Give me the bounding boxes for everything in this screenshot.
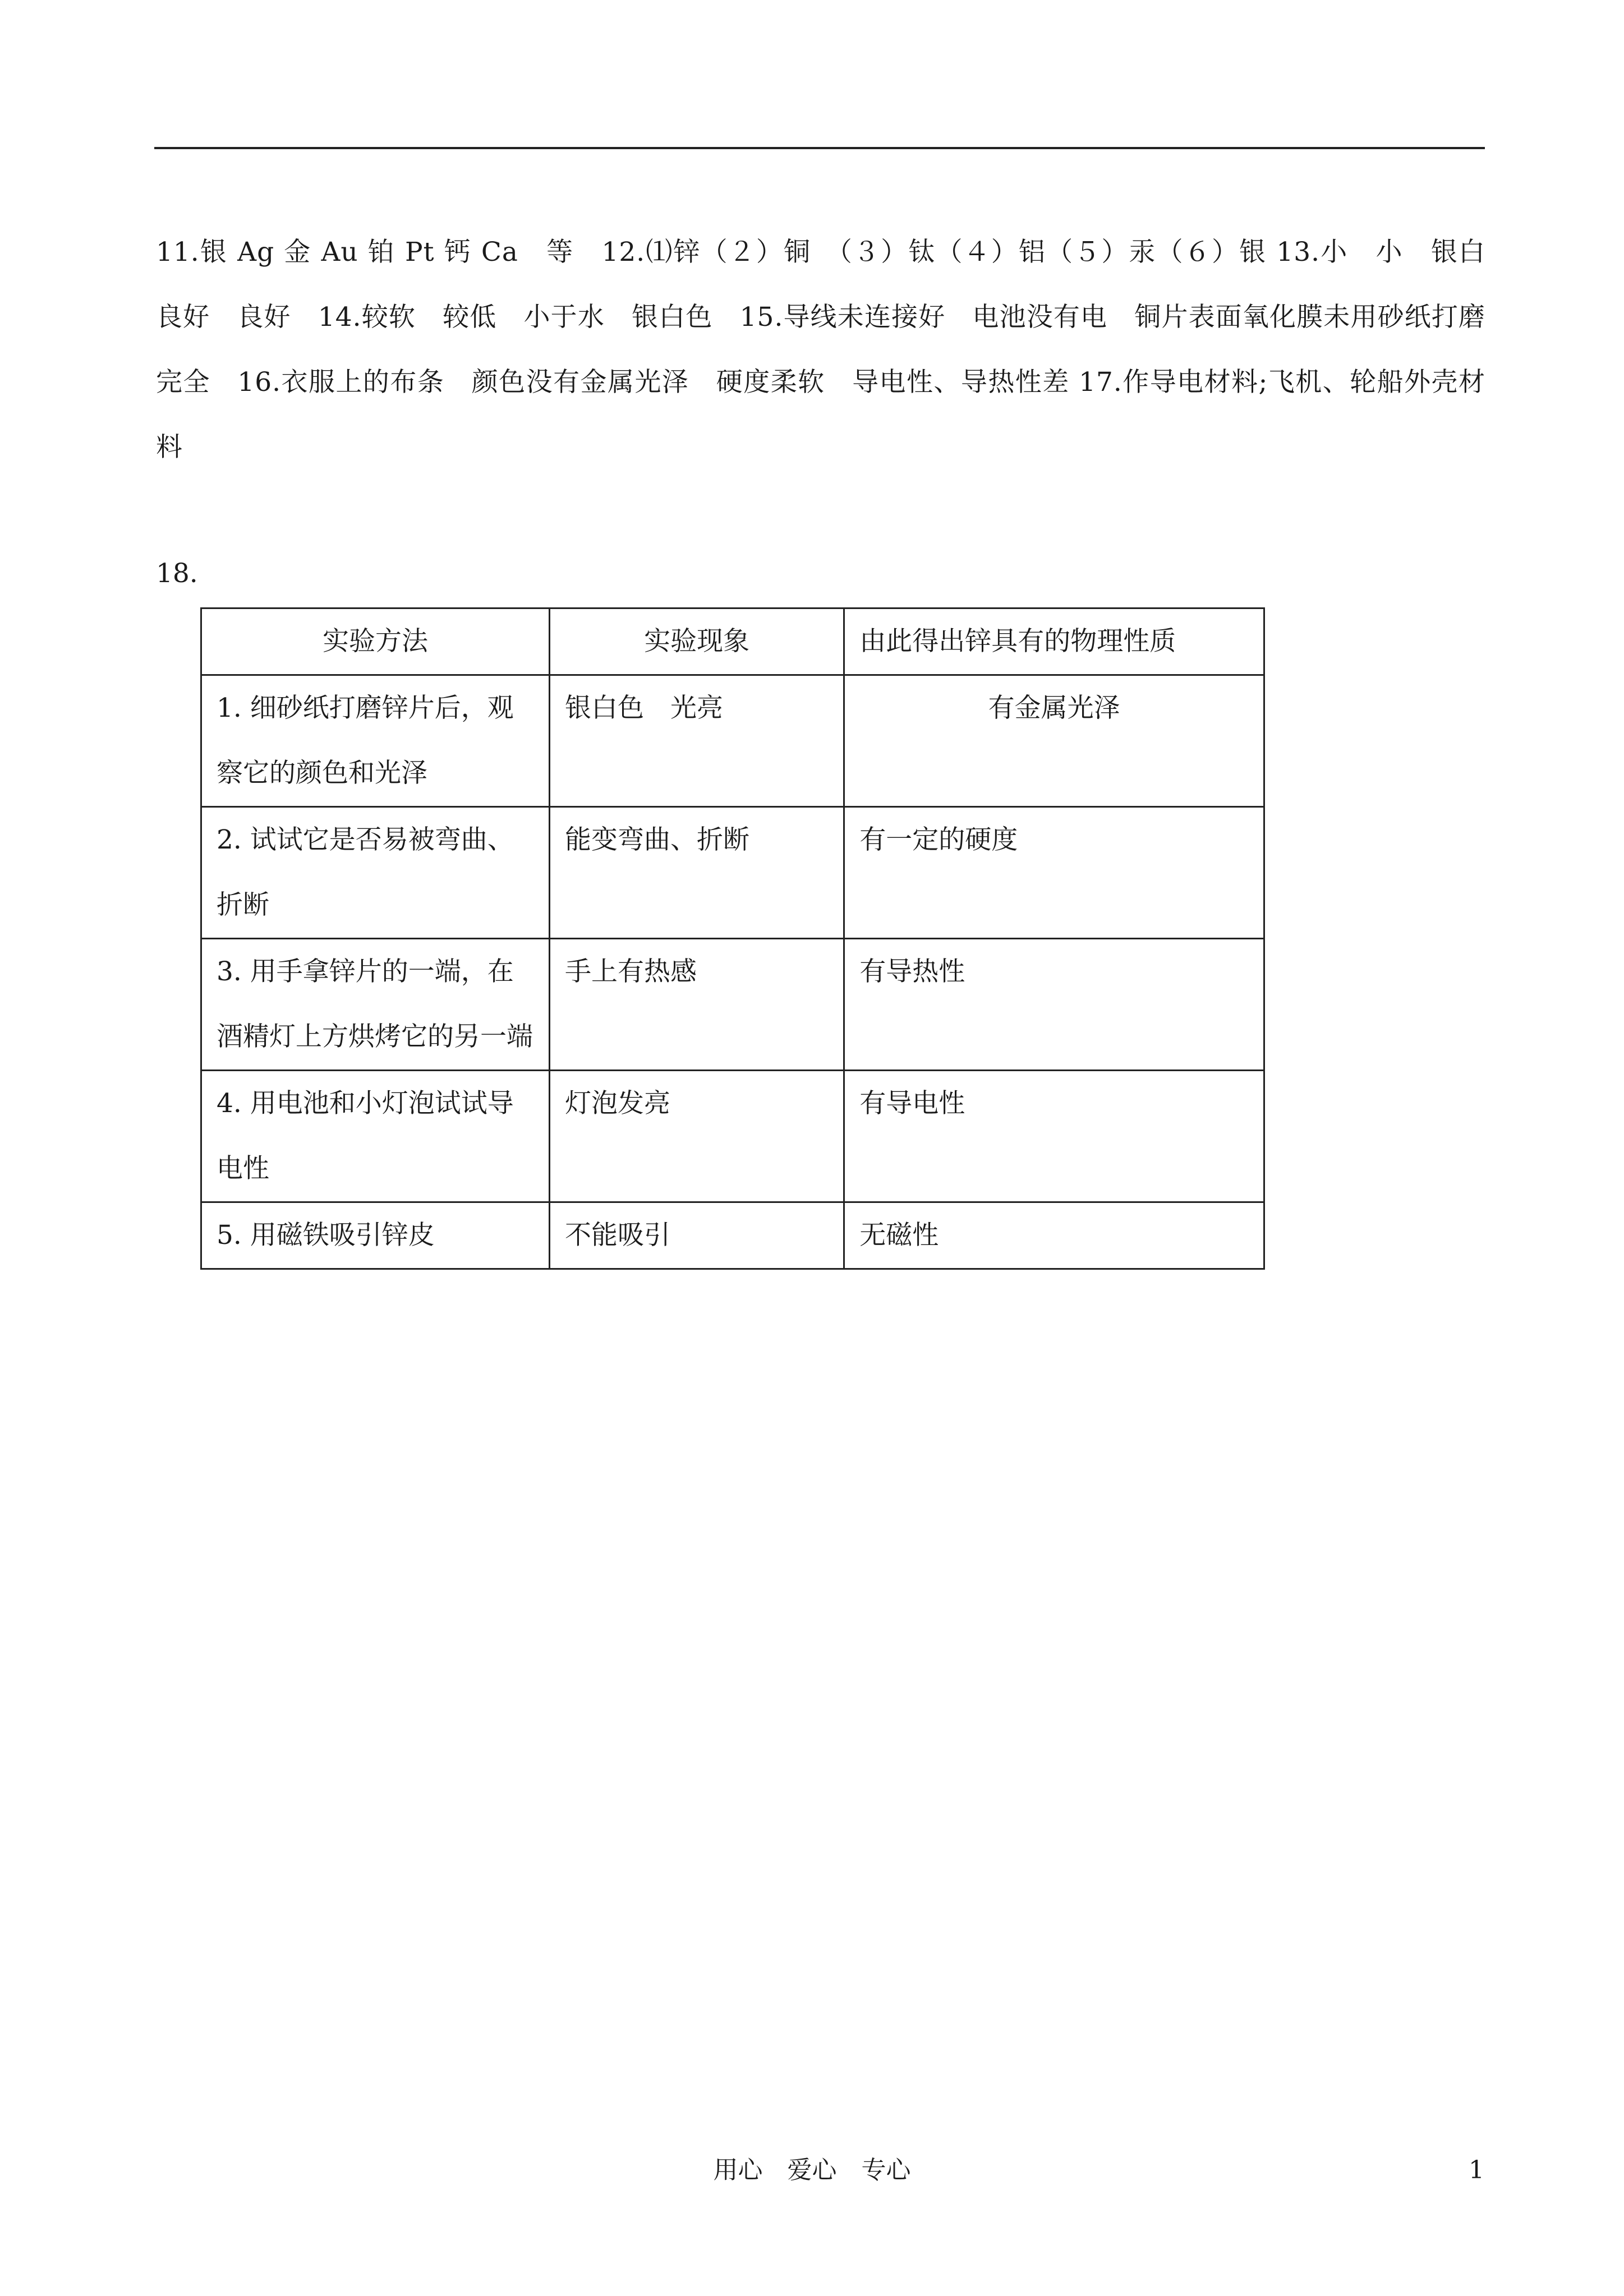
property-cell: 有一定的硬度 — [844, 807, 1264, 939]
answers-paragraph: 11.银 Ag 金 Au 铂 Pt 钙 Ca 等 12.⑴锌（２）铜 （３）钛（４）铝（５）汞（６）银 13.小 小 银白 良好 良好 14.较软 较低 小于水 银白色 15.导线未连接好 电池没有电 铜片表面氧化膜未用砂纸打磨完全 16.衣服上的布条 颜色没有金属光泽 硬度柔软 导电性、导热性差 17.作导电材料;飞机、轮船外壳材料 — [156, 237, 1512, 463]
footer-motto: 用心 爱心 专心 — [713, 2156, 911, 2184]
method-cell: 1. 细砂纸打磨锌片后，观察它的颜色和光泽 — [201, 675, 550, 807]
phenomenon-cell: 灯泡发亮 — [550, 1071, 844, 1202]
header-property: 由此得出锌具有的物理性质 — [844, 608, 1264, 675]
header-phenomenon: 实验现象 — [550, 608, 844, 675]
property-cell: 有导电性 — [844, 1071, 1264, 1202]
table-row — [201, 939, 1264, 1071]
experiment-table — [200, 607, 1265, 1270]
method-cell: 3. 用手拿锌片的一端，在酒精灯上方烘烤它的另一端 — [201, 939, 550, 1071]
property-cell: 有金属光泽 — [844, 675, 1264, 807]
phenomenon-cell: 手上有热感 — [550, 939, 844, 1071]
table-row — [201, 1202, 1264, 1269]
header-method: 实验方法 — [201, 608, 550, 675]
header-rule — [154, 147, 1485, 149]
property-cell: 有导热性 — [844, 939, 1264, 1071]
phenomenon-cell: 不能吸引 — [550, 1202, 844, 1269]
table-row — [201, 675, 1264, 807]
question-18-label: 18. — [156, 558, 198, 589]
table-row — [201, 807, 1264, 939]
method-cell: 2. 试试它是否易被弯曲、折断 — [201, 807, 550, 939]
phenomenon-cell: 银白色 光亮 — [550, 675, 844, 807]
page-number: 1 — [1469, 2156, 1484, 2184]
table-header-row — [201, 608, 1264, 675]
phenomenon-cell: 能变弯曲、折断 — [550, 807, 844, 939]
property-cell: 无磁性 — [844, 1202, 1264, 1269]
method-cell: 5. 用磁铁吸引锌皮 — [201, 1202, 550, 1269]
table-row — [201, 1071, 1264, 1202]
method-cell: 4. 用电池和小灯泡试试导电性 — [201, 1071, 550, 1202]
